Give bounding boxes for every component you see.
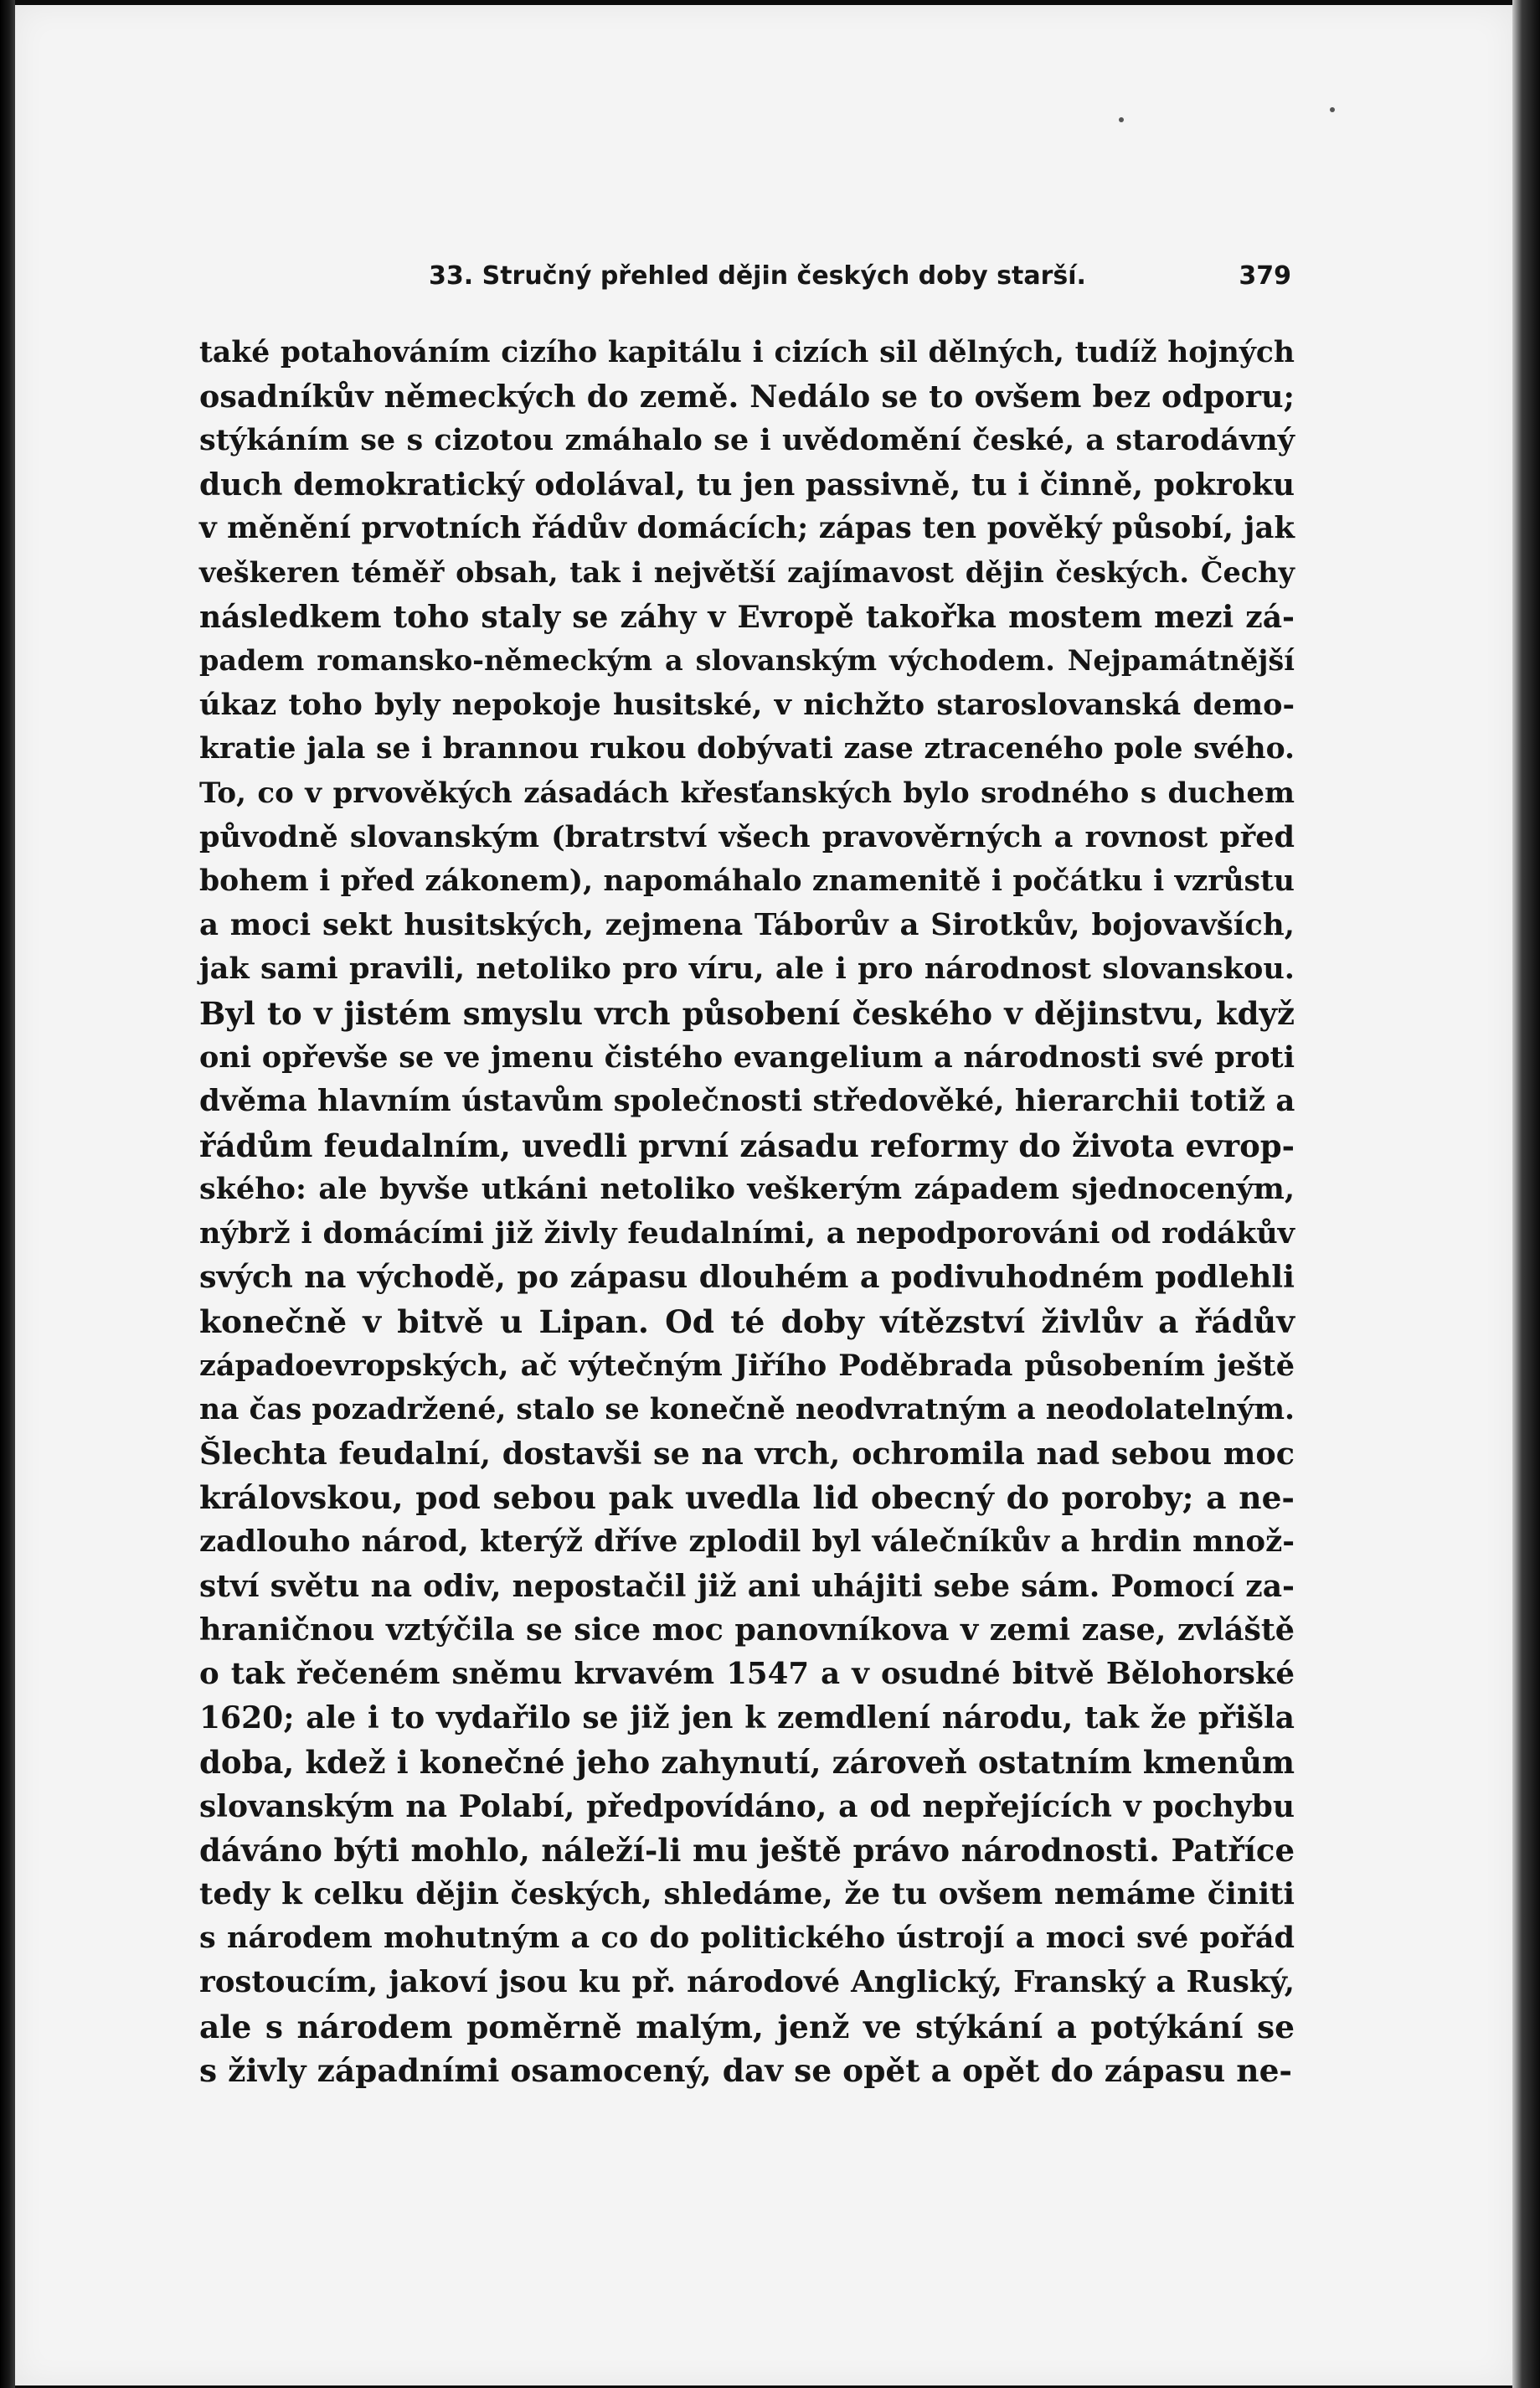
text-line: o tak řečeném sněmu krvavém 1547 a v osudné bitvě Bělohorské	[199, 1656, 1295, 1691]
text-line: v měnění prvotních řádův domácích; zápas ten pověký působí, jak	[199, 511, 1295, 546]
text-line: ale s národem poměrně malým, jenž ve stýkání a potýkání se	[199, 2008, 1295, 2045]
text-line: následkem toho staly se záhy v Evropě takořka mostem mezi zá-	[199, 599, 1295, 635]
text-line: zadlouho národ, kterýž dříve zplodil byl válečníkův a hrdin množ-	[199, 1524, 1295, 1560]
text-line: nýbrž i domácími již živly feudalními, a nepodporováni od rodákův	[199, 1215, 1295, 1251]
text-line: 1620; ale i to vydařilo se již jen k zemdlení národu, tak že přišla	[199, 1700, 1295, 1736]
text-line: veškeren téměř obsah, tak i největší zajímavost dějin českých. Čechy	[199, 555, 1295, 589]
text-line: svých na východě, po zápasu dlouhém a podivuhodném podlehli	[199, 1259, 1295, 1296]
page-number: 379	[1239, 261, 1291, 291]
running-header	[429, 261, 1291, 295]
text-line: řádům feudalním, uvedli první zásadu reformy do života evrop-	[199, 1127, 1295, 1164]
text-line: západoevropských, ač výtečným Jiřího Poděbrada působením ještě	[199, 1348, 1295, 1383]
text-line: osadníkův německých do země. Nedálo se to ovšem bez odporu;	[199, 378, 1295, 415]
text-line: s živly západními osamocený, dav se opět a opět do zápasu ne-	[199, 2052, 1292, 2090]
text-line: na čas pozadržené, stalo se konečně neodvratným a neodolatelným.	[199, 1393, 1295, 1427]
scan-right-edge	[1512, 0, 1540, 2388]
text-line: hraničnou vztýčila se sice moc panovníkova v zemi zase, zvláště	[199, 1612, 1295, 1648]
text-line: a moci sekt husitských, zejmena Táborův a Sirotkův, bojovavších,	[199, 907, 1295, 942]
text-line: To, co v prvověkých zásadách křesťanských bylo srodného s duchem	[199, 776, 1295, 810]
text-line: duch demokratický odolával, tu jen passivně, tu i činně, pokroku	[199, 467, 1295, 503]
text-line: doba, kdež i konečné jeho zahynutí, zároveň ostatním kmenům	[199, 1744, 1295, 1781]
text-line: Byl to v jistém smyslu vrch působení českého v dějinstvu, když	[199, 994, 1295, 1032]
text-line: konečně v bitvě u Lipan. Od té doby vítězství živlův a řádův	[199, 1303, 1295, 1341]
text-line: slovanským na Polabí, předpovídáno, a od nepřejících v pochybu	[199, 1788, 1295, 1824]
page-speck	[1330, 107, 1335, 112]
text-line: také potahováním cizího kapitálu i cizích sil dělných, tudíž hojných	[199, 336, 1295, 369]
text-line: tedy k celku dějin českých, shledáme, že tu ovšem nemáme činiti	[199, 1876, 1295, 1911]
body-text	[199, 331, 1295, 2093]
text-line: rostoucím, jakoví jsou ku př. národové Anglický, Franský a Ruský,	[199, 1964, 1295, 1999]
text-line: jak sami pravili, netoliko pro víru, ale i pro národnost slovanskou.	[199, 952, 1295, 987]
text-line: dvěma hlavním ústavům společnosti středověké, hierarchii totiž a	[199, 1084, 1295, 1119]
text-line: s národem mohutným a co do politického ústrojí a moci své pořád	[199, 1921, 1295, 1956]
text-line: stýkáním se s cizotou zmáhalo se i uvědomění české, a starodávný	[199, 423, 1295, 458]
text-line: ství světu na odiv, nepostačil již ani uhájiti sebe sám. Pomocí za-	[199, 1568, 1295, 1604]
page-speck	[1119, 117, 1124, 122]
scan-left-edge	[0, 0, 15, 2388]
text-line: ského: ale byvše utkáni netoliko veškerým západem sjednoceným,	[199, 1172, 1295, 1207]
text-line: kratie jala se i brannou rukou dobývati zase ztraceného pole svého.	[199, 732, 1295, 766]
text-line: úkaz toho byly nepokoje husitské, v nichžto staroslovanská demo-	[199, 687, 1295, 722]
text-line: padem romansko-německým a slovanským východem. Nejpamátnější	[199, 644, 1295, 678]
chapter-title: 33. Stručný přehled dějin českých doby starší.	[429, 261, 1086, 291]
text-line: původně slovanským (bratrství všech pravověrných a rovnost před	[199, 819, 1295, 854]
text-line: oni opřevše se ve jmenu čistého evangelium a národnosti své proti	[199, 1039, 1295, 1075]
text-line: Šlechta feudalní, dostavši se na vrch, ochromila nad sebou moc	[199, 1435, 1295, 1472]
text-line: dáváno býti mohlo, náleží-li mu ještě právo národnosti. Patříce	[199, 1832, 1295, 1870]
text-line: královskou, pod sebou pak uvedla lid obecný do poroby; a ne-	[199, 1479, 1295, 1517]
text-line: bohem i před zákonem), napomáhalo znamenitě i počátku i vzrůstu	[199, 864, 1295, 899]
